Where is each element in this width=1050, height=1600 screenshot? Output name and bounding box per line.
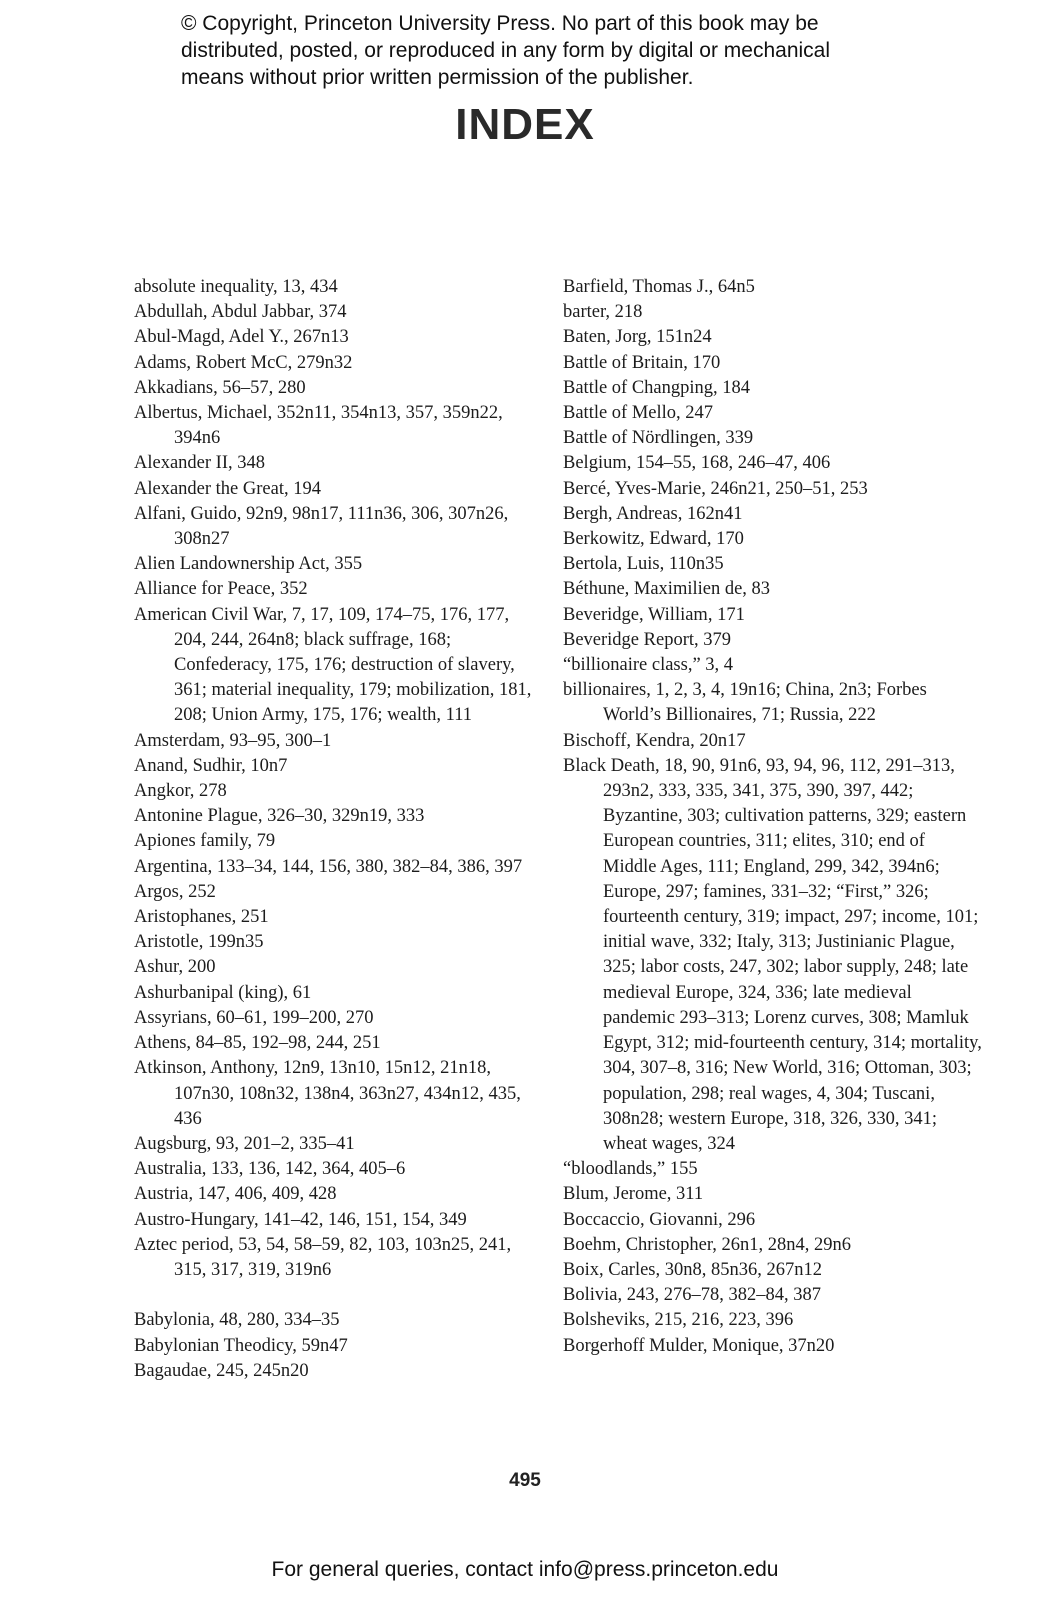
copyright-notice <box>181 10 941 91</box>
index-entry: Battle of Changping, 184 <box>563 377 751 398</box>
index-entry: Blum, Jerome, 311 <box>563 1184 704 1205</box>
index-entry: Alien Landownership Act, 355 <box>134 554 363 575</box>
index-entry: Augsburg, 93, 201–2, 335–41 <box>134 1133 355 1154</box>
index-entry: Angkor, 278 <box>134 781 227 802</box>
index-entry: Argentina, 133–34, 144, 156, 380, 382–84, 386, 397 <box>134 856 523 877</box>
index-entry: Argos, 252 <box>134 881 216 902</box>
index-entry: Ashur, 200 <box>134 957 216 978</box>
index-entry: Albertus, Michael, 352n11, 354n13, 357, 359n22, 394n6 <box>134 403 503 449</box>
index-entry: Australia, 133, 136, 142, 364, 405–6 <box>134 1159 406 1180</box>
index-entry: Atkinson, Anthony, 12n9, 13n10, 15n12, 21n18, 107n30, 108n32, 138n4, 363n27, 434n12, 435, 436 <box>134 1058 521 1129</box>
index-entry: Borgerhoff Mulder, Monique, 37n20 <box>563 1335 835 1356</box>
index-entry: Austria, 147, 406, 409, 428 <box>134 1184 337 1205</box>
index-entry: Babylonia, 48, 280, 334–35 <box>134 1310 340 1331</box>
index-entry: Battle of Britain, 170 <box>563 352 721 373</box>
index-entry: Berkowitz, Edward, 170 <box>563 529 744 550</box>
index-entry: Abul-Magd, Adel Y., 267n13 <box>134 327 349 348</box>
index-entry: Belgium, 154–55, 168, 246–47, 406 <box>563 453 831 474</box>
index-entry: Battle of Nördlingen, 339 <box>563 428 754 449</box>
index-entry: Akkadians, 56–57, 280 <box>134 377 306 398</box>
index-entry: Bercé, Yves-Marie, 246n21, 250–51, 253 <box>563 478 868 499</box>
index-entry: Barfield, Thomas J., 64n5 <box>563 277 755 297</box>
index-column-right <box>563 275 983 1359</box>
index-entry: Alexander II, 348 <box>134 453 265 474</box>
index-entry: Bischoff, Kendra, 20n17 <box>563 730 746 751</box>
index-entry: Baten, Jorg, 151n24 <box>563 327 712 348</box>
index-entry: “bloodlands,” 155 <box>563 1159 698 1180</box>
index-entry: billionaires, 1, 2, 3, 4, 19n16; China, 2n3; Forbes World’s Billionaires, 71; Russia, 222 <box>563 680 927 726</box>
footer-contact: For general queries, contact info@press.princeton.edu <box>271 1558 779 1581</box>
index-entry: barter, 218 <box>563 302 643 323</box>
index-entry: Boix, Carles, 30n8, 85n36, 267n12 <box>563 1259 822 1280</box>
index-entry: Amsterdam, 93–95, 300–1 <box>134 730 332 751</box>
index-entry: Antonine Plague, 326–30, 329n19, 333 <box>134 806 425 827</box>
copyright-line-1: © Copyright, Princeton University Press. No part of this book may be <box>181 12 819 35</box>
index-entry: Aristophanes, 251 <box>134 907 269 928</box>
index-entry: Bagaudae, 245, 245n20 <box>134 1360 309 1381</box>
index-entry: Aztec period, 53, 54, 58–59, 82, 103, 103n25, 241, 315, 317, 319, 319n6 <box>134 1234 512 1280</box>
copyright-line-2: distributed, posted, or reproduced in any form by digital or mechanical <box>181 39 831 62</box>
index-entry: Athens, 84–85, 192–98, 244, 251 <box>134 1033 381 1054</box>
copyright-line-3: means without prior written permission of the publisher. <box>181 66 694 89</box>
page-number: 495 <box>509 1470 541 1491</box>
index-entry: absolute inequality, 13, 434 <box>134 277 338 297</box>
index-entry: Assyrians, 60–61, 199–200, 270 <box>134 1007 374 1028</box>
index-entry: Boehm, Christopher, 26n1, 28n4, 29n6 <box>563 1234 852 1255</box>
index-column-left <box>134 275 534 1384</box>
index-entry: Bertola, Luis, 110n35 <box>563 554 724 575</box>
index-entry: Battle of Mello, 247 <box>563 403 714 424</box>
index-entry: Ashurbanipal (king), 61 <box>134 982 312 1003</box>
index-entry: American Civil War, 7, 17, 109, 174–75, 176, 177, 204, 244, 264n8; black suffrage, 168; Confederacy, 175, 176; destruction of slavery, 361; material inequality, 179; mobilization, 181, 208; Union Army, 175, 176; wealth, 111 <box>134 604 532 726</box>
index-entry: Alliance for Peace, 352 <box>134 579 308 600</box>
index-entry: Boccaccio, Giovanni, 296 <box>563 1209 756 1230</box>
index-entry: Adams, Robert McC, 279n32 <box>134 352 353 373</box>
index-entry: Alexander the Great, 194 <box>134 478 321 499</box>
index-entry: Bolsheviks, 215, 216, 223, 396 <box>563 1310 794 1331</box>
index-entry: Alfani, Guido, 92n9, 98n17, 111n36, 306, 307n26, 308n27 <box>134 503 509 550</box>
index-entry: Austro-Hungary, 141–42, 146, 151, 154, 349 <box>134 1209 467 1230</box>
index-entry: Bergh, Andreas, 162n41 <box>563 503 743 524</box>
letter-group-gap <box>134 1283 534 1308</box>
index-entry: Aristotle, 199n35 <box>134 932 264 953</box>
index-entry: Bolivia, 243, 276–78, 382–84, 387 <box>563 1285 821 1306</box>
index-entry: Béthune, Maximilien de, 83 <box>563 579 771 600</box>
index-entry: Beveridge Report, 379 <box>563 629 731 650</box>
index-entry: “billionaire class,” 3, 4 <box>563 655 734 676</box>
index-entry: Black Death, 18, 90, 91n6, 93, 94, 96, 112, 291–313, 293n2, 333, 335, 341, 375, 390, 397, 442; Byzantine, 303; cultivation patterns, 329; eastern European countries, 311; elites, 310; end of Middle Ages, 111; England, 299, 342, 394n6; Europe, 297; famines, 331–32; “First,” 326; fourteenth century, 319; impact, 297; income, 101; initial wave, 332; Italy, 313; Justinianic Plague, 325; labor costs, 247, 302; labor supply, 248; late medieval Europe, 324, 336; late medieval pandemic 293–313; Lorenz curves, 308; Mamluk Egypt, 312; mid-fourteenth century, 314; mortality, 304, 307–8, 316; New World, 316; Ottoman, 303; population, 298; real wages, 4, 304; Tuscani, 308n28; western Europe, 318, 326, 330, 341; wheat wages, 324 <box>563 755 982 1154</box>
index-entry: Apiones family, 79 <box>134 831 276 852</box>
index-entry: Beveridge, William, 171 <box>563 604 745 625</box>
index-entry: Anand, Sudhir, 10n7 <box>134 755 288 776</box>
index-entry: Babylonian Theodicy, 59n47 <box>134 1335 348 1356</box>
index-entry: Abdullah, Abdul Jabbar, 374 <box>134 302 347 323</box>
page-title: INDEX <box>455 100 595 149</box>
